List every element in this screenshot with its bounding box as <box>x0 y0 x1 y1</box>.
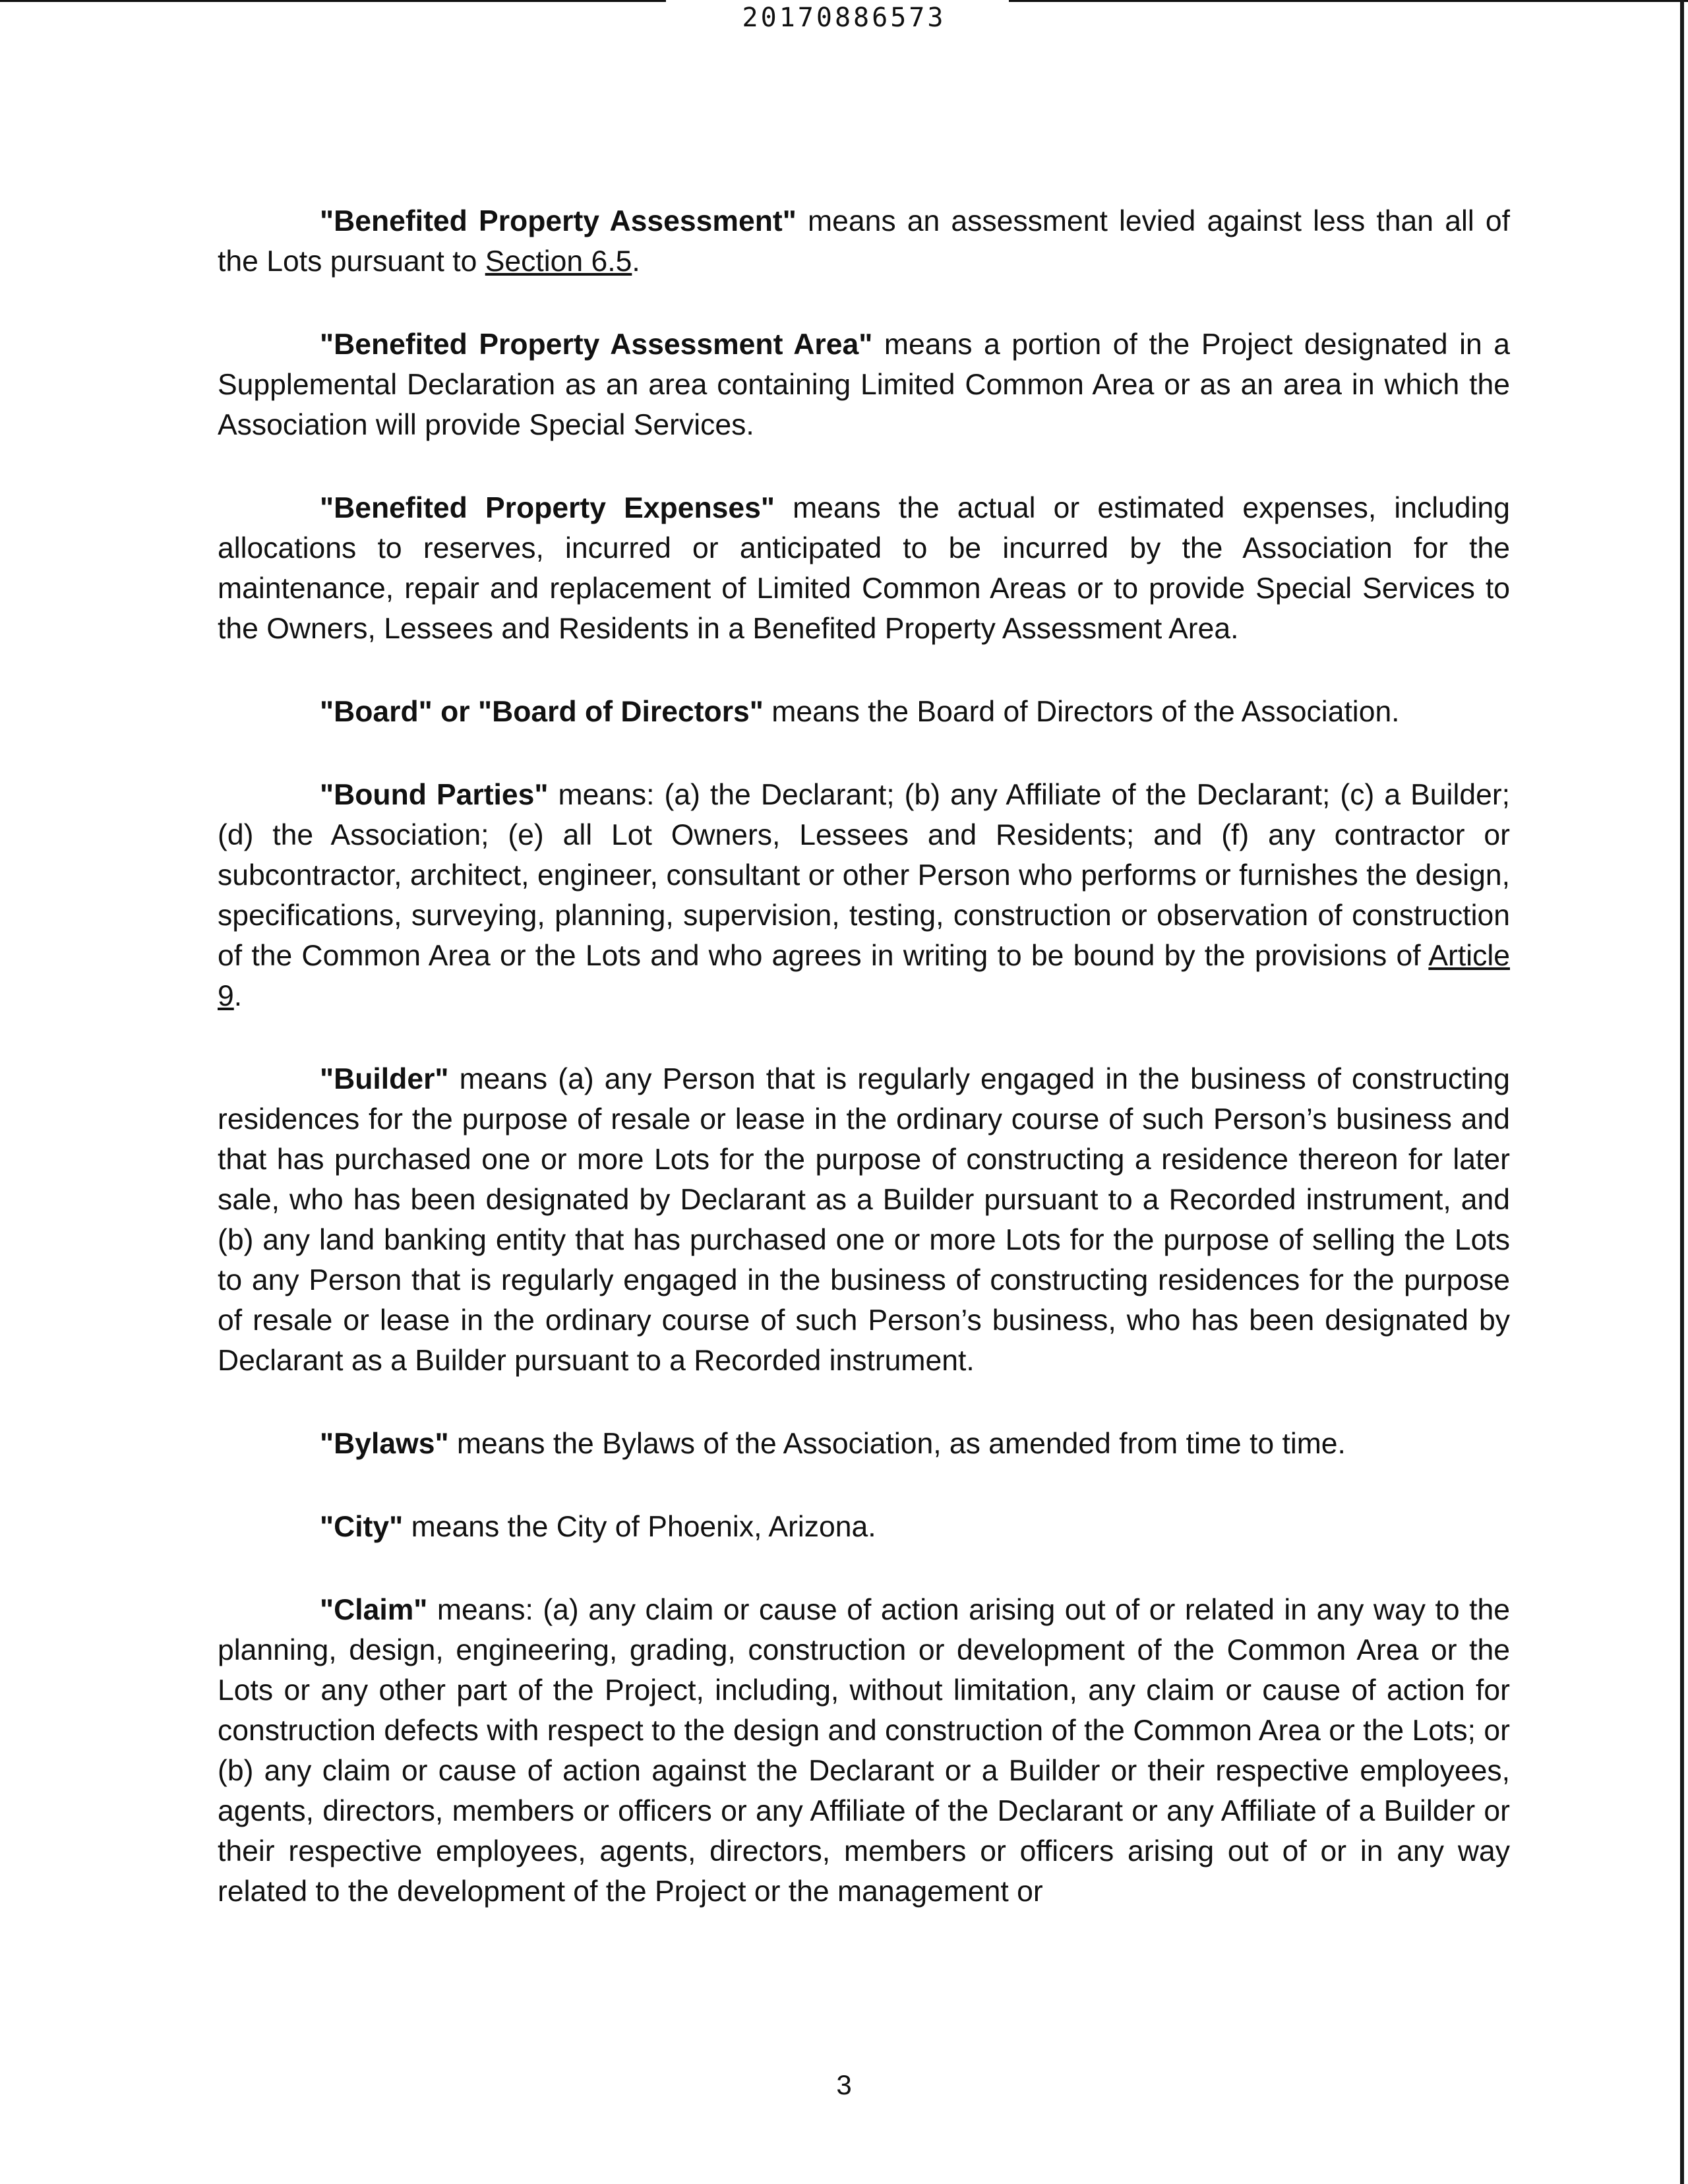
definition-bound-parties <box>218 775 1510 1016</box>
defined-term: "Benefited Property Expenses" <box>320 492 775 524</box>
defined-term-alt: "Board of Directors" <box>478 696 764 728</box>
defined-term: "Bound Parties" <box>320 779 549 811</box>
definition-benefited-property-expenses <box>218 488 1510 649</box>
defined-term: "Bylaws" <box>320 1428 449 1460</box>
definition-text: means an assessment levied against less than all of the Lots pursuant to <box>218 205 1511 278</box>
defined-term: "Builder" <box>320 1063 449 1095</box>
definition-text: means the Board of Directors of the Association. <box>763 696 1400 728</box>
definition-benefited-property-assessment <box>218 201 1510 282</box>
definition-text: means a portion of the Project designated in a Supplemental Declaration as an area containing Limited Common Area or as an area in which the Association will provide Special Services. <box>218 328 1510 441</box>
top-border-left <box>0 0 666 2</box>
definition-text: means (a) any Person that is regularly engaged in the business of constructing residences for the purpose of resale or lease in the ordinary course of such Person’s business and that has purchased one or more Lots for the purpose of constructing a residence thereon for later sale, who has been designated by Declarant as a Builder pursuant to a Recorded instrument, and (b) any land banking entity that has purchased one or more Lots for the purpose of selling the Lots to any Person that is regularly engaged in the business of constructing residences for the purpose of resale or lease in the ordinary course of such Person’s business, who has been designated by Declarant as a Builder pursuant to a Recorded instrument. <box>218 1063 1510 1377</box>
definition-city <box>218 1507 1510 1547</box>
defined-term: "Board" <box>320 696 433 728</box>
definition-text: means: (a) any claim or cause of action arising out of or related in any way to the planning, design, engineering, grading, construction or development of the Common Area or the Lots or any other part of the Project, including, without limitation, any claim or cause of action for construction defects with respect to the design and construction of the Common Area or the Lots; or (b) any claim or cause of action against the Declarant or a Builder or their respective employees, agents, directors, members or officers or any Affiliate of the Declarant or any Affiliate of a Builder or their respective employees, agents, directors, members or officers arising out of or in any way related to the development of the Project or the management or <box>218 1594 1510 1908</box>
definition-text-end: . <box>233 980 243 1012</box>
term-connector: or <box>432 696 478 728</box>
definition-benefited-property-assessment-area <box>218 324 1510 445</box>
page-number: 3 <box>836 2069 852 2100</box>
definition-text: means the actual or estimated expenses, including allocations to reserves, incurred or anticipated to be incurred by the Association for the maintenance, repair and replacement of Limited Common Areas or to provide Special Services to the Owners, Lessees and Residents in a Benefited Property Assessment Area. <box>218 492 1510 645</box>
definition-text: means the City of Phoenix, Arizona. <box>403 1511 876 1543</box>
article-reference-link: Article 9 <box>218 940 1510 1012</box>
scan-edge <box>1680 0 1684 2184</box>
defined-term: "Claim" <box>320 1594 428 1626</box>
definition-text-end: . <box>632 245 640 278</box>
defined-term: "Benefited Property Assessment Area" <box>320 328 873 361</box>
defined-term: "City" <box>320 1511 404 1543</box>
top-border-right <box>1009 0 1688 2</box>
page-body <box>218 201 1510 1912</box>
definition-board <box>218 692 1510 732</box>
definition-builder <box>218 1059 1510 1381</box>
document-number: 20170886573 <box>742 3 946 33</box>
defined-term: "Benefited Property Assessment" <box>320 205 797 237</box>
definition-text: means: (a) the Declarant; (b) any Affiliate of the Declarant; (c) a Builder; (d) the Association; (e) all Lot Owners, Lessees and Residents; and (f) any contractor or subcontractor, architect, engineer, consultant or other Person who performs or furnishes the design, specifications, surveying, planning, supervision, testing, construction or observation of construction of the Common Area or the Lots and who agrees in writing to be bound by the provisions of <box>218 779 1511 972</box>
definition-bylaws <box>218 1424 1510 1464</box>
section-reference-link: Section 6.5 <box>485 245 632 278</box>
definition-text: means the Bylaws of the Association, as amended from time to time. <box>448 1428 1346 1460</box>
definition-claim <box>218 1590 1510 1912</box>
